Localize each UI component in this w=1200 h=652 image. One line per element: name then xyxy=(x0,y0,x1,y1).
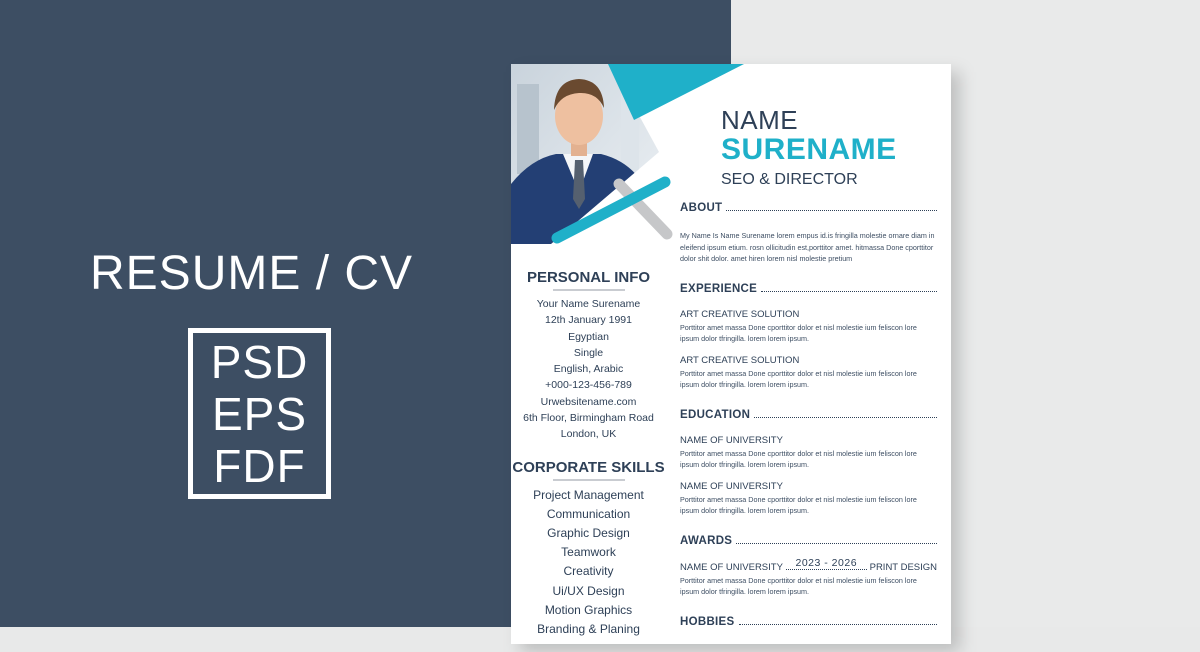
info-languages: English, Arabic xyxy=(553,363,624,376)
award-years: 2023 - 2026 xyxy=(786,557,867,570)
heading-dots xyxy=(736,536,937,544)
education-item-text: Porttitor amet massa Done cporttitor dolor et nisl molestie ium feliscon lore ipsum dolor tfringilla. lorem lorem ipsum. xyxy=(680,448,917,469)
right-column xyxy=(680,202,937,628)
banner-title: RESUME / CV xyxy=(90,247,414,300)
last-name: SURENAME xyxy=(721,133,897,166)
info-website: Urwebsitename.com xyxy=(540,395,637,408)
about-heading: ABOUT xyxy=(680,202,723,214)
awards-heading: AWARDS xyxy=(680,534,733,547)
awards-section-heading xyxy=(680,535,937,547)
education-section-heading xyxy=(680,409,937,421)
format-fdf: FDF xyxy=(213,439,306,492)
skill-item: Motion Graphics xyxy=(544,602,633,617)
formats-box xyxy=(188,328,331,499)
experience-section-heading xyxy=(680,283,937,295)
info-full-name: Your Name Surename xyxy=(536,298,641,310)
info-address: 6th Floor, Birmingham Road xyxy=(523,412,654,425)
format-psd: PSD xyxy=(210,335,309,388)
skill-item: Branding & Planing xyxy=(537,622,640,637)
resume-page xyxy=(511,64,951,644)
info-birth-date: 12th January 1991 xyxy=(545,314,632,327)
experience-item-title: ART CREATIVE SOLUTION xyxy=(680,308,800,320)
skill-item: Project Management xyxy=(533,487,644,502)
heading-dots xyxy=(754,410,937,418)
decorative-slashes xyxy=(549,172,674,252)
info-nationality: Egyptian xyxy=(568,330,609,343)
skill-item: Ui/UX Design xyxy=(552,583,625,598)
skill-item: Teamwork xyxy=(561,545,616,560)
heading-dots xyxy=(726,203,937,211)
experience-heading: EXPERIENCE xyxy=(680,282,758,295)
award-row xyxy=(680,557,937,573)
skill-item: Creativity xyxy=(563,564,614,579)
heading-underline xyxy=(553,289,625,291)
experience-item-text: Porttitor amet massa Done cporttitor dolor et nisl molestie ium feliscon lore ipsum dolor tfringilla. lorem lorem ipsum. xyxy=(680,368,917,389)
left-column xyxy=(511,269,666,639)
education-item-title: NAME OF UNIVERSITY xyxy=(680,480,783,492)
skill-item: Communication xyxy=(546,506,631,521)
education-item-text: Porttitor amet massa Done cporttitor dolor et nisl molestie ium feliscon lore ipsum dolor tfringilla. lorem lorem ipsum. xyxy=(680,494,917,515)
personal-info-heading: PERSONAL INFO xyxy=(526,269,651,286)
job-title: SEO & DIRECTOR xyxy=(721,171,858,188)
skills-heading: CORPORATE SKILLS xyxy=(512,458,665,476)
heading-underline xyxy=(553,479,625,481)
info-city: London, UK xyxy=(560,428,617,441)
info-phone: +000-123-456-789 xyxy=(545,379,632,392)
experience-item-text: Porttitor amet massa Done cporttitor dolor et nisl molestie ium feliscon lore ipsum dolor tfringilla. lorem lorem ipsum. xyxy=(680,322,917,343)
experience-item-title: ART CREATIVE SOLUTION xyxy=(680,354,800,366)
hobbies-heading: HOBBIES xyxy=(680,615,735,628)
about-section-heading xyxy=(680,202,937,214)
award-left-label: NAME OF UNIVERSITY xyxy=(680,561,783,573)
education-item-title: NAME OF UNIVERSITY xyxy=(680,434,783,446)
about-text: My Name Is Name Surename lorem empus id.is fringilla molestie ornare diam in eleifend ipsum etium. rosn ollicitudin est,porttitor amet. hitmassa Done cporttitor dolor shit dolor. amet hiren lorem nisl molestie pretium xyxy=(680,231,935,263)
hobbies-section-heading xyxy=(680,616,937,628)
award-text: Porttitor amet massa Done cporttitor dolor et nisl molestie ium feliscon lore ipsum dolor tfringilla. lorem lorem ipsum. xyxy=(680,575,917,596)
education-heading: EDUCATION xyxy=(680,408,751,421)
heading-dots xyxy=(739,617,938,625)
award-right-label: PRINT DESIGN xyxy=(869,561,937,573)
info-marital-status: Single xyxy=(573,346,604,359)
heading-dots xyxy=(761,284,937,292)
first-name: NAME xyxy=(721,105,799,135)
name-block xyxy=(721,106,897,190)
format-eps: EPS xyxy=(211,387,308,440)
skill-item: Graphic Design xyxy=(547,526,630,541)
